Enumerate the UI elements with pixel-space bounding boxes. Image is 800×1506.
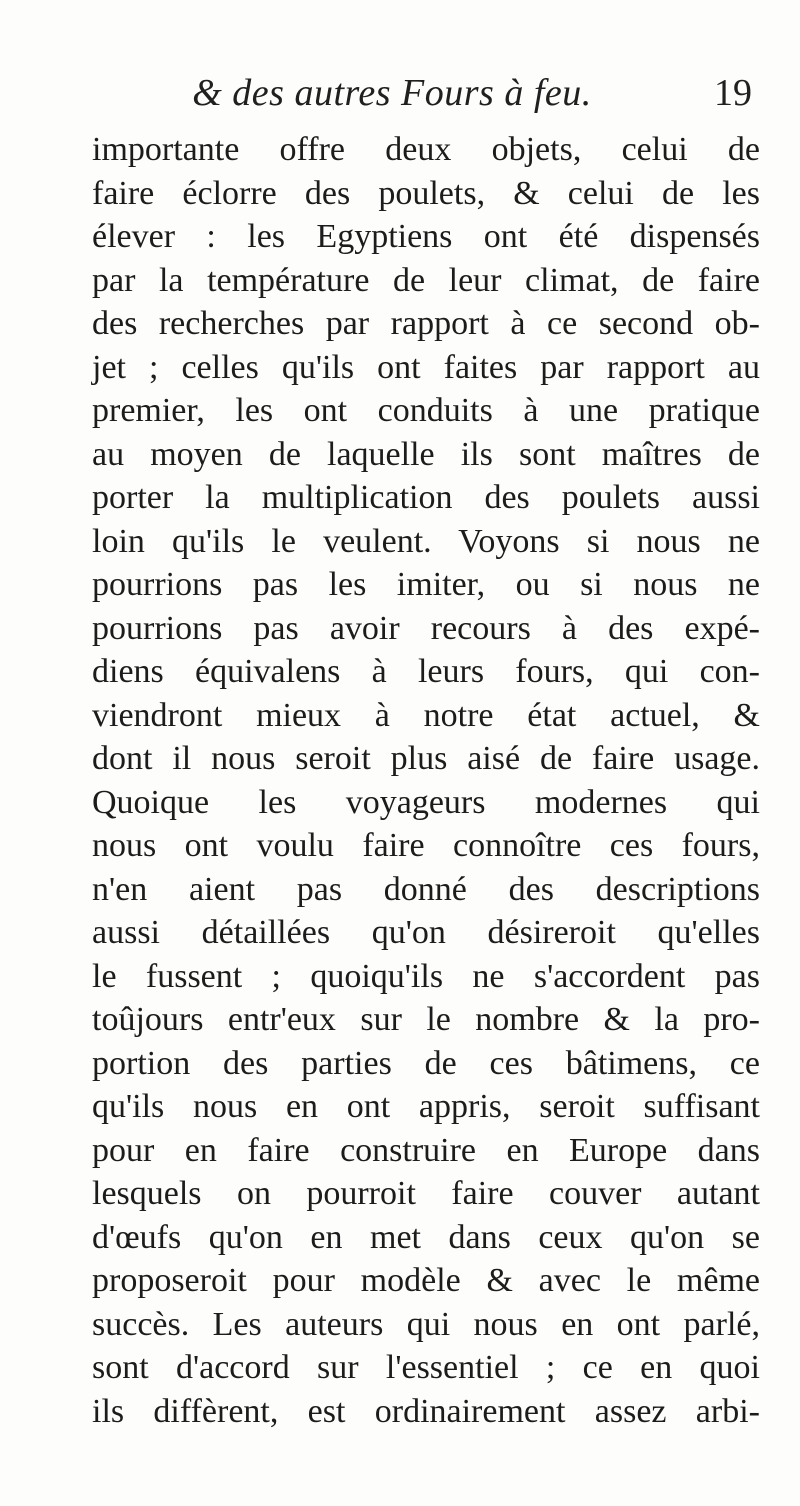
- text-line: par la température de leur climat, de faire: [92, 261, 760, 299]
- text-line: viendront mieux à notre état actuel, &: [92, 696, 760, 734]
- text-line: élever : les Egyptiens ont été dispensés: [92, 218, 760, 255]
- text-line: le fussent ; quoiqu'ils ne s'accordent pas: [92, 957, 760, 995]
- text-line: au moyen de laquelle ils sont maîtres de: [92, 435, 760, 473]
- text-line: loin qu'ils le veulent. Voyons si nous ne: [92, 522, 760, 560]
- text-line: premier, les ont conduits à une pratique: [92, 392, 760, 429]
- text-line: d'œufs qu'on en met dans ceux qu'on se: [92, 1218, 760, 1256]
- text-line: pour en faire construire en Europe dans: [92, 1131, 760, 1169]
- text-line: proposeroit pour modèle & avec le même: [92, 1262, 760, 1299]
- text-line: porter la multiplication des poulets aussi: [92, 479, 760, 516]
- text-line: sont d'accord sur l'essentiel ; ce en quoi: [92, 1349, 760, 1386]
- text-line: lesquels on pourroit faire couver autant: [92, 1175, 760, 1212]
- body-text: [92, 128, 760, 1433]
- text-line: jet ; celles qu'ils ont faites par rapport au: [92, 348, 760, 386]
- running-title: & des autres Fours à feu.: [192, 72, 592, 114]
- text-line: Quoique les voyageurs modernes qui: [92, 783, 760, 821]
- text-line: toûjours entr'eux sur le nombre & la pro-: [92, 1001, 760, 1038]
- text-line: qu'ils nous en ont appris, seroit suffisant: [92, 1088, 760, 1125]
- text-line: des recherches par rapport à ce second ob-: [92, 305, 760, 342]
- text-line: portion des parties de ces bâtimens, ce: [92, 1044, 760, 1082]
- running-head: [92, 68, 752, 118]
- text-line: ils diffèrent, est ordinairement assez arbi-: [92, 1392, 760, 1430]
- text-line: diens équivalens à leurs fours, qui con-: [92, 653, 760, 690]
- text-line: dont il nous seroit plus aisé de faire usage.: [92, 740, 760, 777]
- text-line: n'en aient pas donné des descriptions: [92, 870, 760, 908]
- text-line: importante offre deux objets, celui de: [92, 131, 760, 168]
- text-line: nous ont voulu faire connoître ces fours,: [92, 827, 760, 864]
- text-line: succès. Les auteurs qui nous en ont parlé,: [92, 1305, 760, 1343]
- page-number: 19: [714, 72, 752, 114]
- text-line: pourrions pas avoir recours à des expé-: [92, 609, 760, 647]
- text-line: pourrions pas les imiter, ou si nous ne: [92, 566, 760, 603]
- text-line: aussi détaillées qu'on désireroit qu'elles: [92, 914, 760, 951]
- text-line: faire éclorre des poulets, & celui de les: [92, 174, 760, 212]
